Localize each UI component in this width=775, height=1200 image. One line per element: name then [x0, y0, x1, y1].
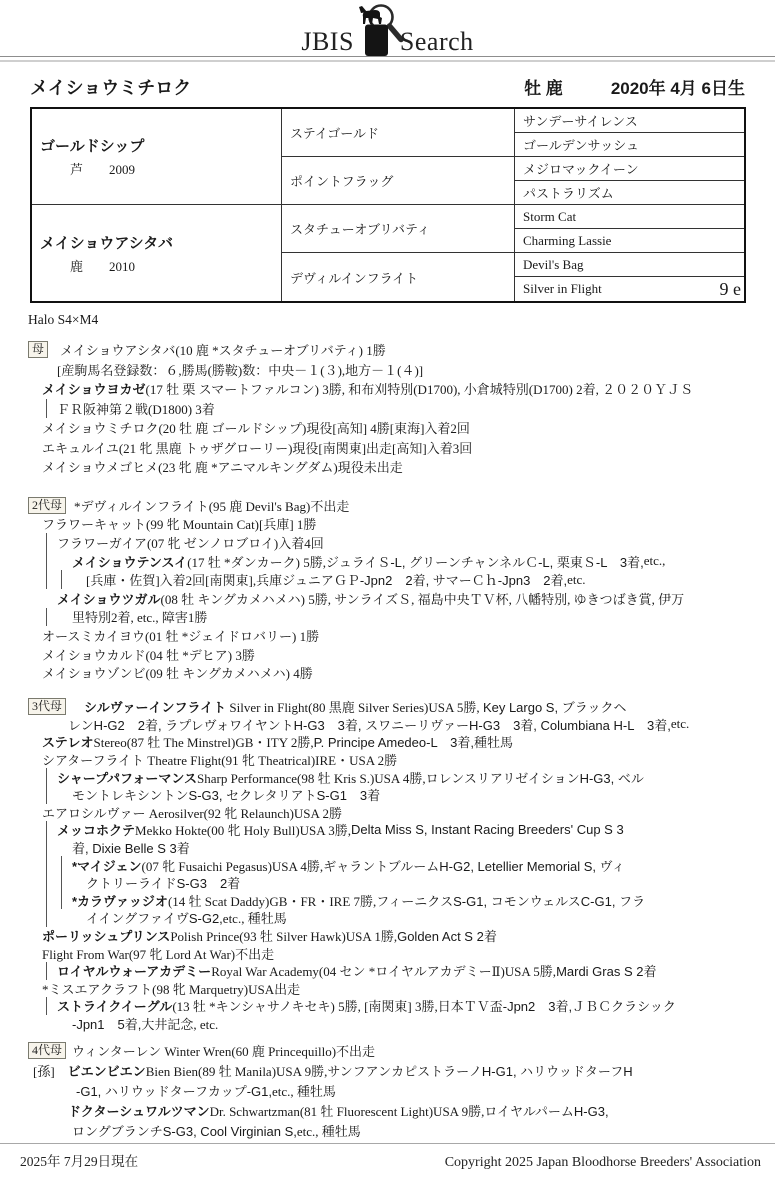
tree-connector-line — [61, 570, 62, 589]
text-segment: Royal War Academy(04 セン *ロイヤルアカデミーⅡ)USA 5勝, — [211, 964, 557, 980]
text-segment: Stereo(87 牡 The Minstrel)GB・ITY 2勝, — [93, 735, 314, 751]
ancestor-cell-dam-sire: スタチューオブリバティ — [282, 205, 515, 253]
tree-connector-line — [46, 892, 47, 910]
tree-connector-line — [46, 997, 47, 1015]
text-segment: Flight From War(97 牝 Lord At War)不出走 — [42, 946, 275, 962]
pedigree-line — [28, 1015, 765, 1033]
stakes-horse-name: メイショウテンスイ — [72, 554, 188, 570]
section-label: 3代母 — [28, 698, 66, 715]
pedigree-line — [28, 962, 765, 980]
stakes-horse-name: ポーリッシュプリンス — [42, 929, 171, 945]
sire-cell — [32, 109, 282, 205]
text-segment: ロングブランチS-G3, Cool Virginian S, — [72, 1123, 297, 1139]
tree-connector-line — [61, 892, 62, 910]
ancestor-cell: パストラリズム — [515, 181, 744, 205]
pedigree-line — [28, 533, 765, 552]
footer-copyright: Copyright 2025 Japan Bloodhorse Breeders' Association — [444, 1155, 761, 1170]
text-segment: 種牡馬 — [474, 735, 514, 751]
family-section-2代母 — [28, 496, 765, 682]
ancestor-cell: ゴールデンサッシュ — [515, 133, 744, 157]
text-segment: [産駒馬名登録数：６,勝馬(勝鞍)数：中央－１(３),地方－１(４)] — [57, 362, 424, 378]
text-segment: ＦＲ阪神第２戦(D1800) 3着 — [57, 401, 215, 417]
header-rule — [0, 56, 775, 62]
pedigree-line — [28, 786, 765, 804]
tree-connector-line — [46, 821, 47, 839]
pedigree-line — [28, 698, 765, 716]
pedigree-line — [28, 1100, 765, 1120]
horse-birthdate: 2020年 4月 6日生 — [610, 79, 745, 98]
dam-cell — [32, 205, 282, 301]
text-segment: etc. — [670, 716, 690, 732]
jbis-search-logo — [0, 6, 775, 58]
stakes-horse-name: ストライクイーグル — [57, 999, 173, 1015]
text-segment: etc., 種牡馬 — [222, 911, 287, 927]
tree-connector-line — [46, 786, 47, 804]
tree-connector-line — [46, 552, 47, 571]
text-segment: モントレキシントンS-G3, セクレタリアトS-G1 3着 — [72, 788, 381, 804]
tree-connector-line — [61, 874, 62, 892]
text-segment: エアロシルヴァー Aerosilver(92 牝 Relaunch)USA 2勝 — [42, 805, 342, 821]
text-segment: ウィンターレン Winter Wren(60 鹿 Princequillo)不出走 — [72, 1044, 376, 1060]
stakes-horse-name: *マイジェン — [72, 858, 142, 874]
tree-connector-line — [46, 399, 47, 419]
ancestor-name: Silver in Flight — [523, 281, 602, 296]
pedigree-line — [28, 716, 765, 734]
pedigree-line — [28, 751, 765, 769]
text-segment: *デヴィルインフライト(95 鹿 Devil's Bag)不出走 — [74, 498, 350, 514]
text-segment: etc., 種牡馬 — [272, 1083, 336, 1099]
text-segment: (13 牡 *キンシャサノキセキ) 5勝, [南関東] 3勝, — [172, 999, 438, 1015]
title-row — [30, 74, 745, 100]
text-segment: (07 牝 Fusaichi Pegasus)USA 4勝, — [141, 858, 324, 874]
stakes-horse-name: シャープパフォーマンス — [57, 770, 198, 786]
text-segment: フラワーガイア(07 牝 ゼンノロブロイ)入着4回 — [57, 535, 324, 551]
text-segment: (17 牡 栗 スマートファルコン) 3勝, 和布刈特別(D1700), 小倉城特別(D1700) 2着, ２０２０ＹＪＳ — [145, 382, 694, 398]
pedigree-line — [28, 1061, 765, 1081]
family-section-母 — [28, 340, 765, 477]
text-segment: メイショウカルド(04 牡 *デヒア) 3勝 — [42, 647, 255, 663]
pedigree-line — [28, 1081, 765, 1101]
text-segment: etc., 種牡馬 — [296, 1123, 361, 1139]
ancestor-cell: Devil's Bag — [515, 253, 744, 277]
text-segment: 兵庫ジュニアＧＰ-Jpn2 2着, サマーＣｈ-Jpn3 2着, — [256, 573, 568, 589]
pedigree-line — [28, 874, 765, 892]
pedigree-line — [28, 1041, 765, 1061]
pedigree-line — [28, 340, 765, 360]
text-segment: オースミカイヨウ(01 牡 *ジェイドロバリー) 1勝 — [42, 628, 320, 644]
ancestor-cell-sire-dam: ポイントフラッグ — [282, 157, 515, 205]
pedigree-line — [28, 839, 765, 857]
text-segment: -Jpn1 5着, — [72, 1016, 142, 1032]
pedigree-line — [28, 856, 765, 874]
text-segment: -G1, ハリウッドターフカップ-G1, — [76, 1083, 273, 1099]
stakes-horse-name: ビエンビエン — [67, 1064, 146, 1080]
text-segment: (08 牡 キングカメハメハ) 5勝, サンライズＳ, 福島中央ＴＶ杯, 八幡特別, ゆきつばき賞, 伊万 — [160, 591, 685, 607]
text-segment: フラワーキャット(99 牝 Mountain Cat)[兵庫] 1勝 — [42, 517, 317, 533]
text-segment: 日本ＴＶ盃-Jpn2 3着, — [437, 999, 573, 1015]
text-segment: エキュルイユ(21 牝 黒鹿 トゥザグローリー)現役[南関東]出走[高知]入着3回 — [42, 440, 473, 456]
section-label: 母 — [28, 341, 48, 358]
pedigree-line — [28, 892, 765, 910]
text-segment: Bien Bien(89 牡 Manila)USA 9勝, — [145, 1064, 328, 1080]
text-segment: メイショウアシタバ(10 鹿 *スタチューオブリバティ) 1勝 — [60, 343, 386, 359]
text-segment: ロイヤルパームH-G3, — [484, 1103, 609, 1119]
tree-connector-line — [46, 768, 47, 786]
pedigree-table — [30, 107, 746, 303]
stakes-horse-name: ドクターシュワルツマン — [68, 1103, 210, 1119]
text-segment: ＪＢＣクラシック — [572, 999, 676, 1015]
ancestor-cell-dam-dam: デヴィルインフライト — [282, 253, 515, 301]
sire-name: ゴールドシップ — [40, 138, 145, 155]
text-segment: Delta Miss S, Instant Racing Breeders' Cup S 3 — [350, 822, 624, 838]
logo-jbis-text: JBIS — [301, 27, 354, 56]
text-segment: 里特別2着, etc., 障害1勝 — [72, 610, 208, 626]
text-segment: シアターフライト Theatre Flight(91 牝 Theatrical)IRE・USA 2勝 — [42, 753, 398, 769]
text-segment: メイショウメゴヒメ(23 牝 鹿 *アニマルキングダム)現役未出走 — [42, 460, 403, 476]
text-segment: Mardi Gras S 2着 — [556, 964, 657, 980]
pedigree-line — [28, 663, 765, 682]
text-segment: Golden Act S 2着 — [397, 929, 497, 945]
tree-connector-line — [46, 570, 47, 589]
pedigree-line — [28, 804, 765, 822]
horse-profile — [524, 74, 745, 99]
stakes-horse-name: メッコホクテ — [57, 823, 136, 839]
ancestor-cell: Charming Lassie — [515, 229, 744, 253]
ancestor-cell: サンデーサイレンス — [515, 109, 744, 133]
text-segment: Dr. Schwartzman(81 牡 Fluorescent Light)USA 9勝, — [209, 1103, 485, 1119]
pedigree-line — [28, 927, 765, 945]
pedigree-line — [28, 570, 765, 589]
stakes-horse-name: シルヴァーインフライト — [84, 700, 227, 716]
text-segment: Polish Prince(93 牡 Silver Hawk)USA 1勝, — [170, 929, 398, 945]
pedigree-line — [28, 552, 765, 571]
ancestor-cell — [515, 277, 744, 301]
stakes-horse-name: メイショウツガル — [57, 591, 161, 607]
tree-connector-line — [61, 856, 62, 874]
tree-connector-line — [46, 839, 47, 857]
pedigree-line — [28, 997, 765, 1015]
tree-connector-line — [46, 962, 47, 980]
family-section-4代母 — [28, 1041, 765, 1140]
text-segment: Silver in Flight(80 黒鹿 Silver Series)USA 5勝, — [226, 700, 483, 716]
tree-connector-line — [46, 874, 47, 892]
text-segment: etc. — [567, 571, 586, 587]
text-segment: イイングファイヴS-G2, — [86, 911, 223, 927]
section-label: 2代母 — [28, 497, 66, 514]
pedigree-line — [28, 360, 765, 380]
horse-name-title: メイショウミチロク — [30, 78, 192, 98]
section-label: 4代母 — [28, 1042, 66, 1059]
dam-coat-year: 鹿 2010 — [70, 258, 136, 274]
text-segment: サンフアンカピストラーノH-G1, ハリウッドターフH — [327, 1064, 633, 1080]
text-segment: (14 牡 Scat Daddy)GB・FR・IRE 7勝, — [167, 893, 377, 909]
tree-connector-line — [46, 608, 47, 627]
pedigree-line — [28, 645, 765, 664]
footer-rule — [0, 1143, 775, 1144]
ancestor-cell-sire-sire: ステイゴールド — [282, 109, 515, 157]
tree-connector-line — [46, 533, 47, 552]
text-segment: クトリーライドS-G3 2着 — [86, 876, 241, 892]
dam-name: メイショウアシタバ — [40, 234, 174, 252]
pedigree-line — [28, 379, 765, 399]
family-section-3代母 — [28, 698, 765, 1032]
text-segment: ジュライＳ-L, グリーンチャンネルＣ-L, 栗東Ｓ-L 3着, — [325, 554, 644, 570]
stakes-horse-name: ロイヤルウォーアカデミー — [57, 964, 212, 980]
ancestor-cell: メジロマックイーン — [515, 157, 744, 181]
pedigree-line — [28, 944, 765, 962]
text-segment: レンH-G2 2着, ラプレヴォワイヤントH-G3 3着, スワニーリヴァーH-G3 3着, Columbiana H-L 3着, — [68, 717, 671, 733]
horse-sex-coat: 牡 鹿 — [524, 79, 563, 98]
pedigree-line — [28, 733, 765, 751]
pedigree-line — [28, 399, 765, 419]
text-segment: P. Principe Amedeo-L 3着, — [313, 735, 475, 751]
tree-connector-line — [46, 856, 47, 874]
text-segment: (17 牡 *ダンカーク) 5勝, — [187, 554, 326, 570]
pedigree-line — [28, 909, 765, 927]
text-segment: Sharp Performance(98 牡 Kris S.)USA 4勝, — [197, 770, 426, 786]
family-number: 9 e — [719, 279, 741, 299]
ancestor-cell: Storm Cat — [515, 205, 744, 229]
inbreeding-note: Halo S4×M4 — [28, 312, 99, 327]
text-segment: Key Largo S, ブラックヘ — [482, 700, 627, 716]
stakes-horse-name: メイショウヨカゼ — [42, 382, 146, 398]
text-segment: Mekko Hokte(00 牝 Holy Bull)USA 3勝, — [135, 823, 351, 839]
text-segment: ギャラントブルームH-G2, Letellier Memorial S, ヴィ — [323, 858, 625, 874]
pedigree-line — [28, 457, 765, 477]
sire-coat-year: 芦 2009 — [70, 162, 136, 177]
pedigree-line — [28, 496, 765, 515]
pedigree-line — [28, 821, 765, 839]
horse-magnifier-icon — [349, 4, 405, 58]
text-segment: ロレンスリアリゼイションH-G3, ベル — [425, 770, 644, 786]
pedigree-line — [28, 438, 765, 458]
text-segment: メイショウミチロク(20 牡 鹿 ゴールドシップ)現役[高知] 4勝[東海]入着2回 — [42, 421, 470, 437]
text-segment: 着, Dixie Belle S 3着 — [72, 841, 190, 857]
text-segment: etc., — [643, 553, 666, 569]
text-segment: フィーニクスS-G1, コモンウェルスC-G1, フラ — [376, 893, 646, 909]
logo-search-text: Search — [399, 27, 474, 56]
pedigree-line — [28, 1120, 765, 1140]
tree-connector-line — [46, 909, 47, 927]
stakes-horse-name: ステレオ — [42, 735, 94, 751]
text-segment: [孫] — [33, 1064, 55, 1080]
footer-date: 2025年 7月29日現在 — [20, 1154, 139, 1169]
pedigree-line — [28, 768, 765, 786]
text-segment: [兵庫・佐賀]入着2回[南関東], — [86, 573, 257, 589]
pedigree-line — [28, 589, 765, 608]
text-segment: *ミスエアクラフト(98 牝 Marquetry)USA出走 — [42, 981, 301, 997]
pedigree-line — [28, 515, 765, 534]
page-footer — [20, 1150, 761, 1171]
text-segment: メイショウゾンビ(09 牡 キングカメハメハ) 4勝 — [42, 666, 313, 682]
pedigree-line — [28, 608, 765, 627]
stakes-horse-name: *カラヴァッジオ — [72, 893, 168, 909]
pedigree-line — [28, 418, 765, 438]
pedigree-line — [28, 980, 765, 998]
pedigree-line — [28, 626, 765, 645]
text-segment: 大井記念, etc. — [141, 1016, 219, 1032]
